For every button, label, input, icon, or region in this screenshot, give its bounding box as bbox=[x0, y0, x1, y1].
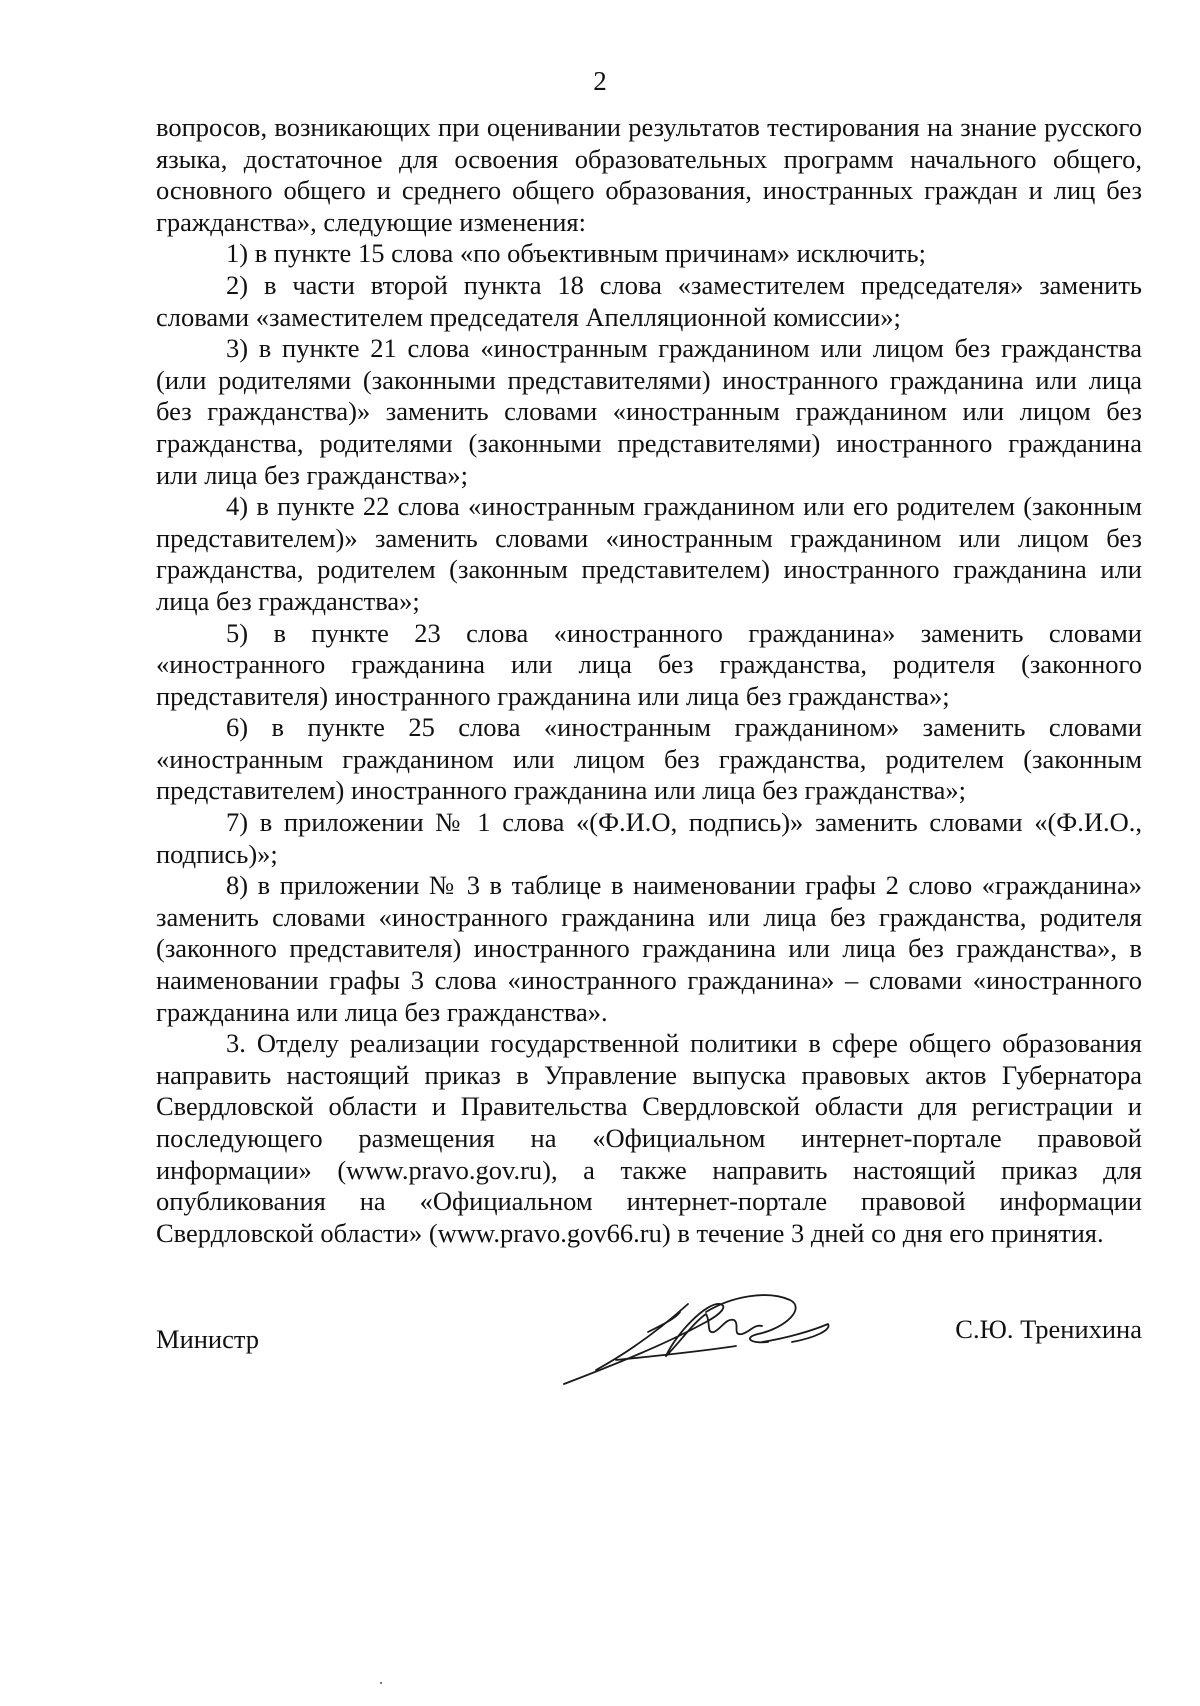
signer-position: Министр bbox=[156, 1324, 260, 1354]
document-body bbox=[156, 112, 1142, 1249]
handwritten-signature bbox=[556, 1282, 836, 1392]
list-item: 8) в приложении № 3 в таблице в наименовании графы 2 слово «гражданина» заменить словами «иностранного гражданина или лица без гражданства, родителя (законного представителя) иностранного гражданина или лица без гражданства», в наименовании графы 3 слова «иностранного гражданина» – словами «иностранного гражданина или лица без гражданства». bbox=[156, 870, 1142, 1027]
list-item: 7) в приложении № 1 слова «(Ф.И.О, подпись)» заменить словами «(Ф.И.О., подпись)»; bbox=[156, 807, 1142, 869]
list-item: 1) в пункте 15 слова «по объективным причинам» исключить; bbox=[226, 238, 926, 269]
signature-block bbox=[156, 1300, 1142, 1390]
list-item: 4) в пункте 22 слова «иностранным гражданином или его родителем (законным представителем)» заменить словами «иностранным гражданином или лицом без гражданства, родителем (законным представителем) иностранного гражданина или лица без гражданства»; bbox=[156, 491, 1142, 616]
paragraph: 3. Отделу реализации государственной политики в сфере общего образования направить настоящий приказ в Управление выпуска правовых актов Губернатора Свердловской области и Правительства Свердловской области для регистрации и последующего размещения на «Официальном интернет-портале правовой информации» (www.pravo.gov.ru), а также направить настоящий приказ для опубликования на «Официальном интернет-портале правовой информации Свердловской области» (www.pravo.gov66.ru) в течение 3 дней со дня его принятия. bbox=[156, 1028, 1142, 1248]
list-item: 3) в пункте 21 слова «иностранным гражданином или лицом без гражданства (или родителями (законными представителями) иностранного гражданина или лица без гражданства)» заменить словами «иностранным гражданином или лицом без гражданства, родителями (законными представителями) иностранного гражданина или лица без гражданства»; bbox=[156, 333, 1142, 490]
list-item: 6) в пункте 25 слова «иностранным гражданином» заменить словами «иностранным гражданином или лицом без гражданства, родителем (законным представителем) иностранного гражданина или лица без гражданства»; bbox=[156, 712, 1142, 806]
list-item: 5) в пункте 23 слова «иностранного гражданина» заменить словами «иностранного гражданина или лица без гражданства, родителя (законного представителя) иностранного гражданина или лица без гражданства»; bbox=[156, 617, 1142, 711]
signer-name: С.Ю. Тренихина bbox=[955, 1314, 1142, 1344]
list-item: 2) в части второй пункта 18 слова «заместителем председателя» заменить словами «заместителем председателя Апелляционной комиссии»; bbox=[156, 269, 1142, 332]
scan-speck bbox=[380, 1682, 382, 1684]
paragraph: вопросов, возникающих при оценивании результатов тестирования на знание русского языка, достаточное для освоения образовательных программ начального общего, основного общего и среднего общего образования, иностранных граждан и лиц без гражданства», следующие изменения: bbox=[156, 112, 1142, 237]
page-number: 2 bbox=[593, 66, 607, 96]
